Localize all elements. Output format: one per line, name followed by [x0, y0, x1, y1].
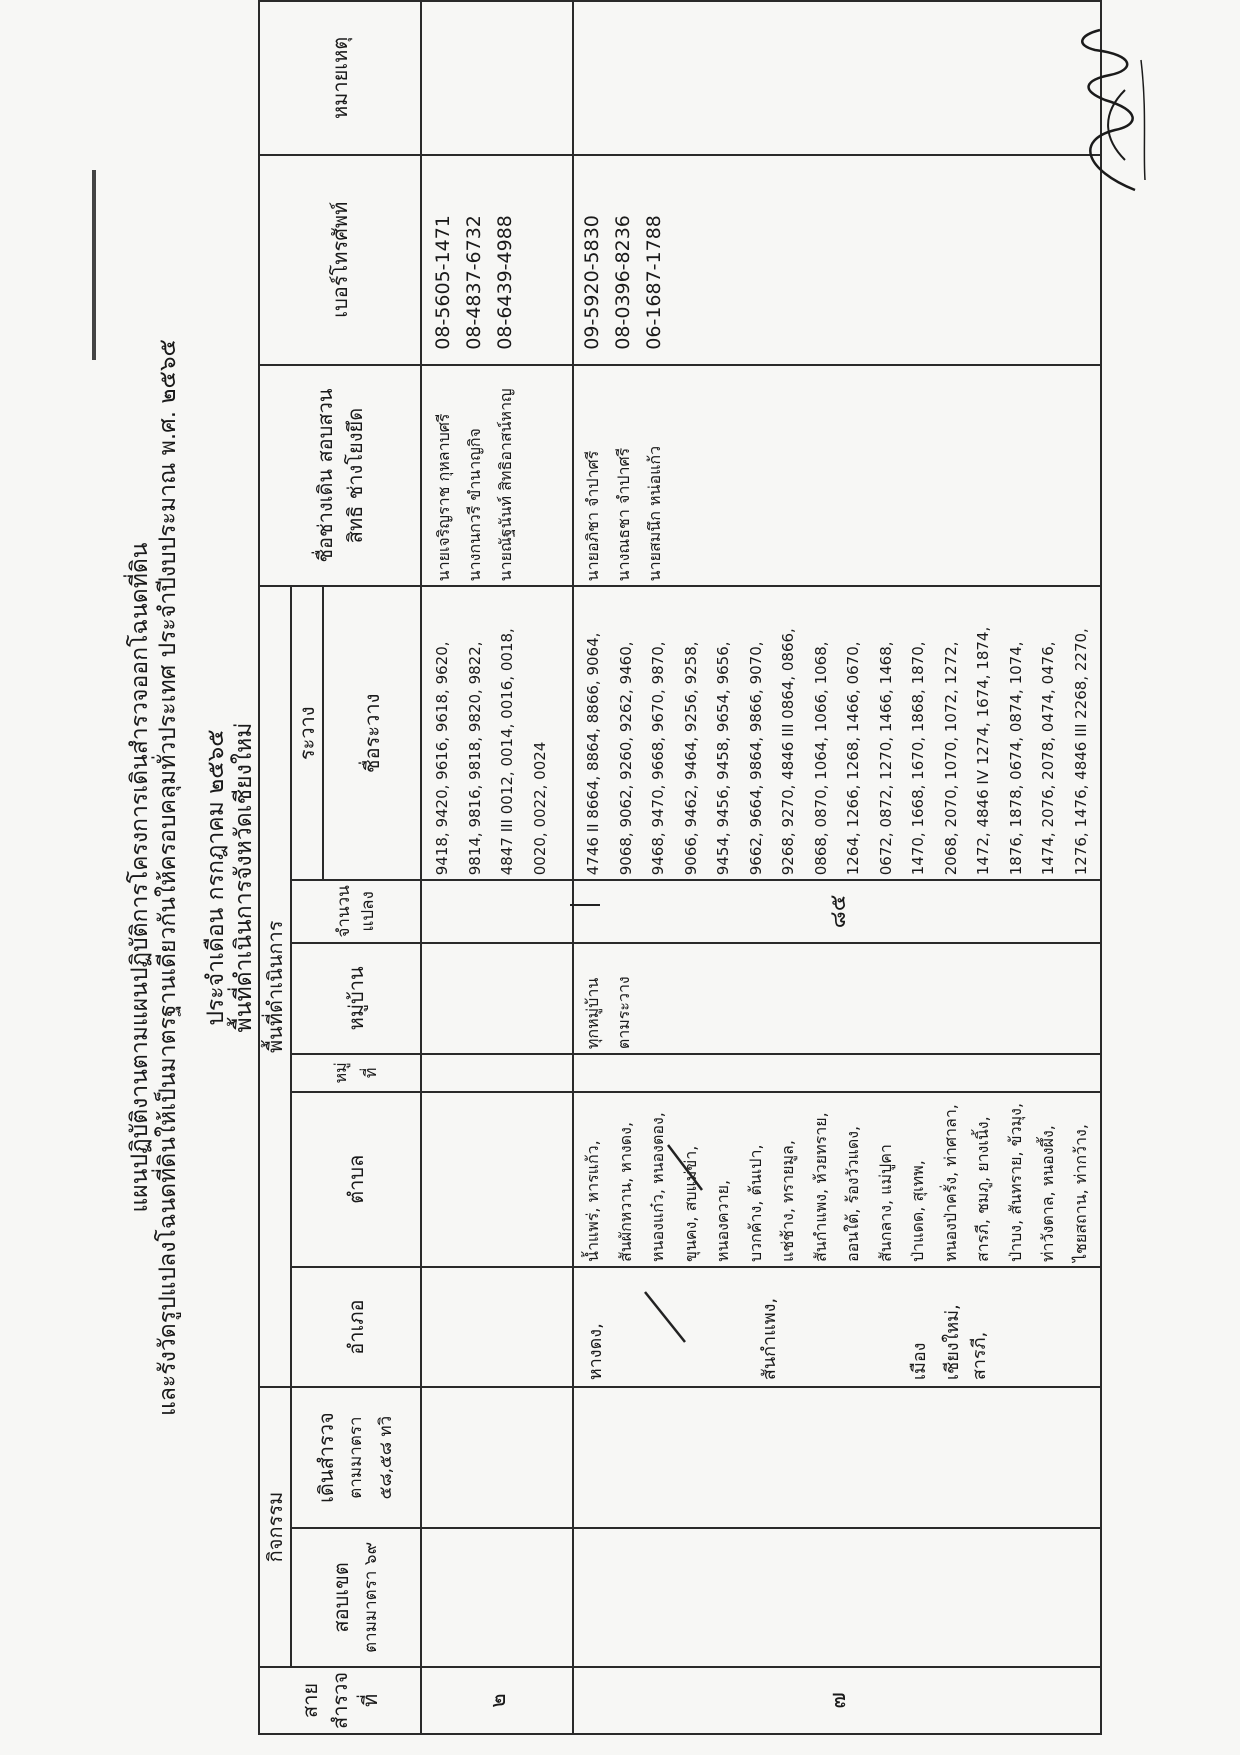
phone-number: 08-6439-4988 [494, 215, 516, 350]
header-rawang-group: ระวาง [291, 586, 323, 880]
rawang-line: 9814, 9816, 9818, 9820, 9822, [465, 641, 484, 876]
rawang-line: 9418, 9420, 9616, 9618, 9620, [433, 641, 451, 876]
document-subtitle: และรังวัดรูปแปลงโฉนดที่ดินให้เป็นมาตรฐานเดียวกันให้ครอบคลุมทั่วประเทศ ประจำปีงบประมาณ พ.ศ. ๒๕๖๕ [155, 339, 181, 1416]
subdistrict-line: ไชยสถาน, ท่ากว้าง, [1070, 1124, 1090, 1262]
document-month: ประจำเดือน กรกฎาคม ๒๕๖๕ [203, 729, 229, 1026]
phone-cell [573, 155, 1101, 365]
subdistrict-line: ป่าบง, สันทราย, ข้วมุง, [1005, 1102, 1025, 1262]
header-plot-count: จำนวนแปลง [291, 880, 421, 942]
header-rawang: ชื่อระวาง [323, 586, 421, 880]
table-row [573, 1, 1101, 1734]
district-name: เมืองเชียงใหม่, [909, 1304, 963, 1381]
subdistrict-line: สันกลาง, แม่ปูคา [875, 1144, 895, 1262]
header-walk-survey [291, 1387, 421, 1528]
subdistrict-line: สันกำแพง, ห้วยทราย, [810, 1112, 830, 1262]
moo-cell [573, 1054, 1101, 1091]
rawang-line: 2068, 2070, 1070, 1072, 1272, [941, 641, 960, 876]
header-activity: กิจกรรม [259, 1387, 291, 1667]
header-walk-survey-label: เดินสำรวจ [314, 1412, 338, 1503]
remark-cell [421, 1, 573, 155]
header-moo: หมู่ที่ [291, 1054, 421, 1091]
header-survey-boundary [291, 1528, 421, 1667]
work-plan-table [258, 0, 1102, 1735]
surveyor-name: นางกนกวรี ขำนาญกิจ [465, 428, 484, 582]
subdistrict-line: ออนใต้, ร้องวัวแดง, [843, 1125, 862, 1262]
rawang-line: 9068, 9062, 9260, 9262, 9460, [616, 641, 635, 876]
surveyor-name: นางณธชา จำปาศรี [614, 447, 633, 582]
district-name: สันกำแพง, [759, 1297, 780, 1381]
subdistrict-line: หนองป่าครั่ง, ท่าศาลา, [940, 1104, 960, 1262]
signature-image [1065, 20, 1155, 200]
rawang-cell [573, 586, 1101, 880]
rawang-line: 9066, 9462, 9464, 9256, 9258, [681, 641, 700, 876]
rawang-line: 1474, 2076, 2078, 0474, 0476, [1039, 641, 1057, 876]
district-name: หางดง, [585, 1323, 606, 1381]
village-line: ทุกหมู่บ้าน [583, 977, 602, 1050]
document-title: แผนปฏิบัติงานตามแผนปฏิบัติการโครงการเดินสำรวจออกโฉนดที่ดิน [127, 542, 153, 1213]
rawang-line: 4847 III 0012, 0014, 0016, 0018, [498, 628, 516, 876]
rawang-line: 1876, 1878, 0674, 0874, 1074, [1006, 641, 1025, 876]
subdistrict-line: สารภี, ชมภู, ยางเนิ้ง, [973, 1116, 992, 1262]
table-row [421, 1, 573, 1734]
route-number: ๗ [573, 1667, 1101, 1734]
surveyor-name: นายอภิชา จำปาศรี [583, 450, 602, 582]
header-village: หมู่บ้าน [291, 943, 421, 1055]
header-area: พื้นที่ดำเนินการ [259, 586, 291, 1387]
header-survey-boundary-label: สอบเขต [329, 1562, 353, 1633]
header-district: อำเภอ [291, 1267, 421, 1387]
rawang-line: 4746 II 8664, 8864, 8866, 9064, [584, 632, 602, 876]
district-name: สารภี, [969, 1331, 990, 1381]
rawang-line: 9454, 9456, 9458, 9654, 9656, [714, 641, 732, 876]
subdistrict-line: แช่ช้าง, ทรายมูล, [778, 1140, 797, 1262]
phone-number: 08-0396-8236 [612, 215, 634, 350]
subdistrict-line: ขุนคง, สบแม่ข่า, [680, 1145, 700, 1262]
village-cell [573, 943, 1101, 1055]
empty-cell [421, 880, 573, 942]
village-line: ตามระวาง [614, 976, 633, 1050]
header-phone: เบอร์โทรศัพท์ [259, 155, 421, 365]
underline-mark [92, 170, 96, 360]
subdistrict-line: สันผักหวาน, หางดง, [615, 1121, 635, 1262]
phone-number: 09-5920-5830 [581, 215, 603, 350]
header-survey-boundary-sub: ตามมาตรา ๖๙ [361, 1541, 381, 1653]
empty-cell [573, 1387, 1101, 1528]
subdistrict-line: น้ำแพร่, หารแก้ว, [583, 1140, 602, 1262]
surveyor-cell [573, 365, 1101, 587]
phone-number: 08-5605-1471 [432, 215, 454, 350]
empty-cell [421, 1528, 573, 1667]
header-surveyor: ชื่อช่างเดิน สอบสวนสิทธิ ช่างโยงยึด [259, 365, 421, 587]
rawang-line: 0020, 0022, 0024 [530, 741, 549, 876]
empty-cell [421, 1054, 573, 1091]
pen-stroke [565, 890, 605, 920]
document-province: พื้นที่ดำเนินการจังหวัดเชียงใหม่ [231, 722, 257, 1033]
header-subdistrict: ตำบล [291, 1092, 421, 1267]
subdistrict-line: ท่าวังตาล, หนองผึ้ง, [1038, 1125, 1057, 1262]
subdistrict-line: หนองแก๋ว, หนองตอง, [648, 1112, 667, 1262]
subdistrict-line: หนองควาย, [713, 1179, 732, 1262]
phone-cell [421, 155, 573, 365]
pen-stroke [660, 1135, 710, 1195]
pen-stroke [640, 1287, 690, 1347]
header-route: สายสำรวจที่ [259, 1667, 421, 1734]
subdistrict-line: บวกค้าง, ต้นเปา, [745, 1144, 765, 1262]
subdistrict-line: ป่าแดด, สุเทพ, [908, 1160, 927, 1262]
empty-cell [421, 1387, 573, 1528]
rawang-line: 1276, 1476, 4846 III 2268, 2270, [1071, 628, 1090, 876]
phone-number: 06-1687-1788 [643, 215, 665, 350]
surveyor-cell [421, 365, 573, 587]
subdistrict-cell [573, 1092, 1101, 1267]
phone-number: 08-4837-6732 [463, 215, 485, 350]
empty-cell [421, 1092, 573, 1267]
empty-cell [421, 943, 573, 1055]
empty-cell [421, 1267, 573, 1387]
surveyor-name: นายสมนึก หน่อแก้ว [645, 445, 664, 582]
remark-cell [573, 1, 1101, 155]
surveyor-name: นายเจริญราช กุหลาบศรี [434, 413, 453, 582]
header-remark: หมายเหตุ [259, 1, 421, 155]
rawang-line: 1470, 1668, 1670, 1868, 1870, [909, 641, 927, 876]
rawang-line: 9662, 9664, 9864, 9866, 9070, [746, 641, 765, 876]
rawang-line: 1264, 1266, 1268, 1466, 0670, [844, 641, 862, 876]
empty-cell [573, 1528, 1101, 1667]
rawang-line: 0868, 0870, 1064, 1066, 1068, [811, 641, 830, 876]
rawang-line: 9268, 9270, 4846 III 0864, 0866, [779, 628, 797, 876]
header-walk-survey-sub: ตามมาตรา ๕๘,๕๘ ทวิ [346, 1415, 396, 1500]
rawang-line: 9468, 9470, 9668, 9670, 9870, [649, 641, 667, 876]
route-number: ๒ [421, 1667, 573, 1734]
rawang-cell [421, 586, 573, 880]
rawang-line: 0672, 0872, 1270, 1466, 1468, [876, 641, 895, 876]
surveyor-name: นายณัฐนันท์ สิทธิอาสน์หาญ [496, 388, 515, 582]
rawang-line: 1472, 4846 IV 1274, 1674, 1874, [974, 626, 992, 876]
plot-count: ๘๕ [573, 880, 1101, 942]
